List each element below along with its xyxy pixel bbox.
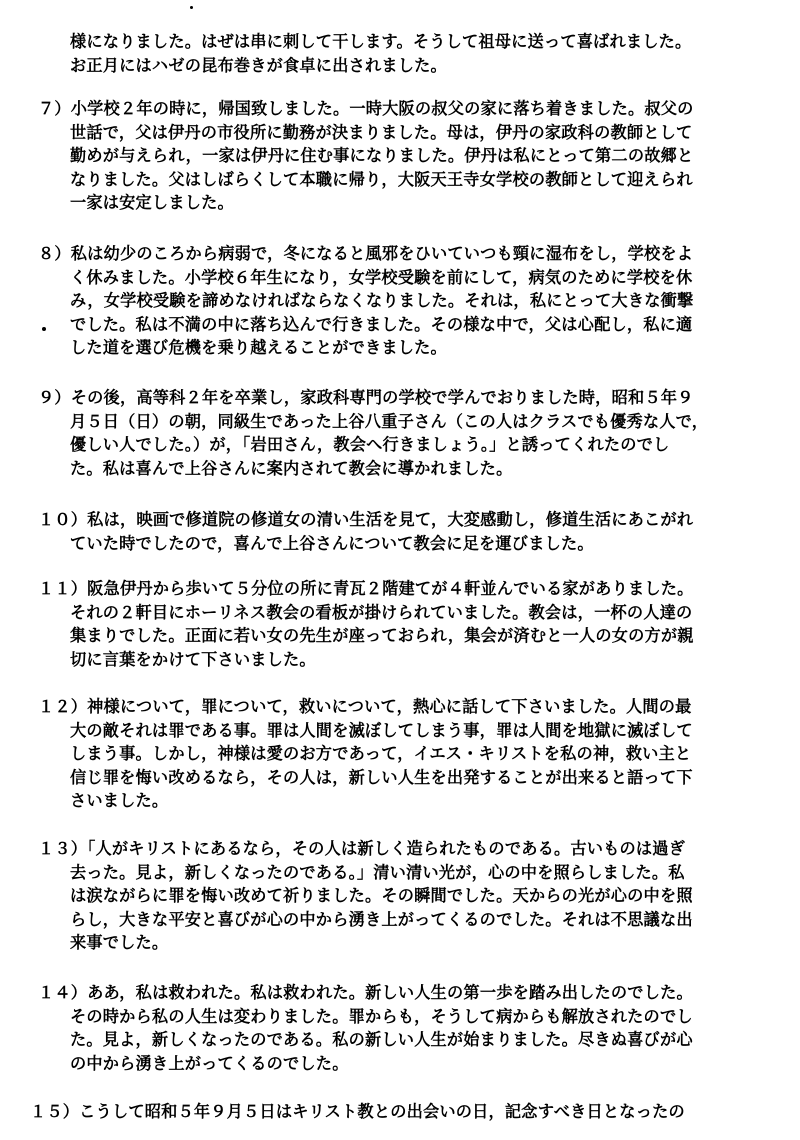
text-line: た。見よ，新しくなったのである。私の新しい人生が始まりました。尽きぬ喜びが心 xyxy=(70,1030,693,1050)
text-line: く休みました。小学校６年生になり，女学校受験を前にして，病気のために学校を休 xyxy=(70,267,693,287)
text-line: その時から私の人生は変わりました。罪からも，そうして病からも解放されたのでし xyxy=(70,1006,693,1026)
text-line: 信じ罪を悔い改めるなら，その人は，新しい人生を出発することが出来ると語って下 xyxy=(70,767,693,787)
text-line: 神様について，罪について，救いについて，熱心に話して下さいました。人間の最 xyxy=(87,697,692,716)
text-line: こうして昭和５年９月５日はキリスト教との出会いの日，記念すべき日となったの xyxy=(79,1102,685,1121)
item-number: １１） xyxy=(38,579,88,598)
item-paragraph-10 xyxy=(38,508,693,555)
text-line: 優しい人でした。）が，「岩田さん，教会へ行きましょう。」と誘ってくれたのでし xyxy=(70,435,670,455)
text-line: 大の敵それは罪である事。罪は人間を滅ぼしてしまう事，罪は人間を地獄に滅ぼして xyxy=(70,720,693,740)
text-line: しまう事。しかし，神様は愛のお方であって，イエス・キリストを私の神，救い主と xyxy=(70,744,692,764)
text-line: た。私は喜んで上谷さんに案内されて教会に導かれました。 xyxy=(70,458,513,478)
text-line: なりました。父はしばらくして本職に帰り，大阪天王寺女学校の教師として迎えられ xyxy=(70,169,693,189)
text-line: 去った。見よ，新しくなったのである。」清い清い光が，心の中を照らしました。私 xyxy=(70,862,685,882)
text-line: ていた時でしたので，喜んで上谷さんについて教会に足を運びました。 xyxy=(70,533,594,553)
item-paragraph-9 xyxy=(38,386,708,480)
text-line: お正月にはハゼの昆布巻きが食卓に出されました。 xyxy=(70,55,447,75)
text-line: 私は，映画で修道院の修道女の清い生活を見て，大変感動し，修道生活にあこがれ xyxy=(87,510,694,529)
item-paragraph-14 xyxy=(38,981,693,1075)
text-line: 様になりました。はぜは串に刺して干します。そうして祖母に送って喜ばれました。 xyxy=(70,32,692,51)
text-line: 勤めが与えられ，一家は伊丹に住む事になりました。伊丹は私にとって第二の故郷と xyxy=(70,146,694,166)
text-line: でした。私は不満の中に落ち込んで行きました。その様な中で，父は心配し，私に適 xyxy=(70,314,693,334)
text-line: 小学校２年の時に，帰国致しました。一時大阪の叔父の家に落ち着きました。叔父の xyxy=(70,99,694,118)
scan-speck xyxy=(190,6,193,9)
item-paragraph-11 xyxy=(38,577,694,671)
text-line: み，女学校受験を諦めなければならなくなりました。それは，私にとって大きな衝撃 xyxy=(70,291,694,311)
item-number: １０） xyxy=(38,510,88,529)
text-line: 私は幼少のころから病弱で，冬になると風邪をひいていつも頸に湿布をし，学校をよ xyxy=(70,244,694,263)
item-number: ８） xyxy=(38,244,71,263)
item-number: １４） xyxy=(38,983,88,1002)
text-line: 月５日（日）の朝，同級生であった上谷八重子さん（この人はクラスでも優秀な人で， xyxy=(70,411,709,431)
text-line: その後，高等科２年を卒業し，家政科専門の学校で学んでおりました時，昭和５年９ xyxy=(70,388,694,407)
text-line: さいました。 xyxy=(70,791,169,811)
text-line: 阪急伊丹から歩いて５分位の所に青瓦２階建てが４軒並んでいる家がありました。 xyxy=(87,579,694,598)
text-line: ああ，私は救われた。私は救われた。新しい人生の第一歩を踏み出したのでした。 xyxy=(87,983,693,1002)
text-line: 来事でした。 xyxy=(70,933,169,953)
item-paragraph-7 xyxy=(38,97,694,215)
continuation-paragraph xyxy=(70,30,691,77)
text-line: 一家は安定しました。 xyxy=(70,193,234,213)
text-line: それの２軒目にホーリネス教会の看板が掛けられていました。教会は，一杯の人達の xyxy=(70,602,693,622)
item-number: ７） xyxy=(38,99,71,118)
item-paragraph-8 xyxy=(38,242,693,360)
item-number: ９） xyxy=(38,388,71,407)
item-paragraph-15 xyxy=(30,1100,685,1124)
text-line: 「人がキリストにあるなら，その人は新しく造られたものである。古いものは過ぎ xyxy=(87,839,686,858)
text-line: は涙ながらに罪を悔い改めて祈りました。その瞬間でした。天からの光が心の中を照 xyxy=(70,886,693,906)
item-number: １５） xyxy=(30,1102,80,1121)
text-line: 集まりでした。正面に若い女の先生が座っておられ，集会が済むと一人の女の方が親 xyxy=(70,626,694,646)
text-line: らし，大きな平安と喜びが心の中から湧き上がってくるのでした。それは不思議な出 xyxy=(70,909,693,929)
text-line: 世話で，父は伊丹の市役所に勤務が決まりました。母は，伊丹の家政科の教師として xyxy=(70,122,693,142)
text-line: 切に言葉をかけて下さいました。 xyxy=(70,649,316,669)
text-line: の中から湧き上がってくるのでした。 xyxy=(70,1053,349,1073)
item-number: １２） xyxy=(38,697,88,716)
item-paragraph-13 xyxy=(38,837,693,955)
text-line: した道を選び危機を乗り越えることができました。 xyxy=(70,338,447,358)
item-paragraph-12 xyxy=(38,695,693,813)
item-number: １３） xyxy=(38,839,88,858)
